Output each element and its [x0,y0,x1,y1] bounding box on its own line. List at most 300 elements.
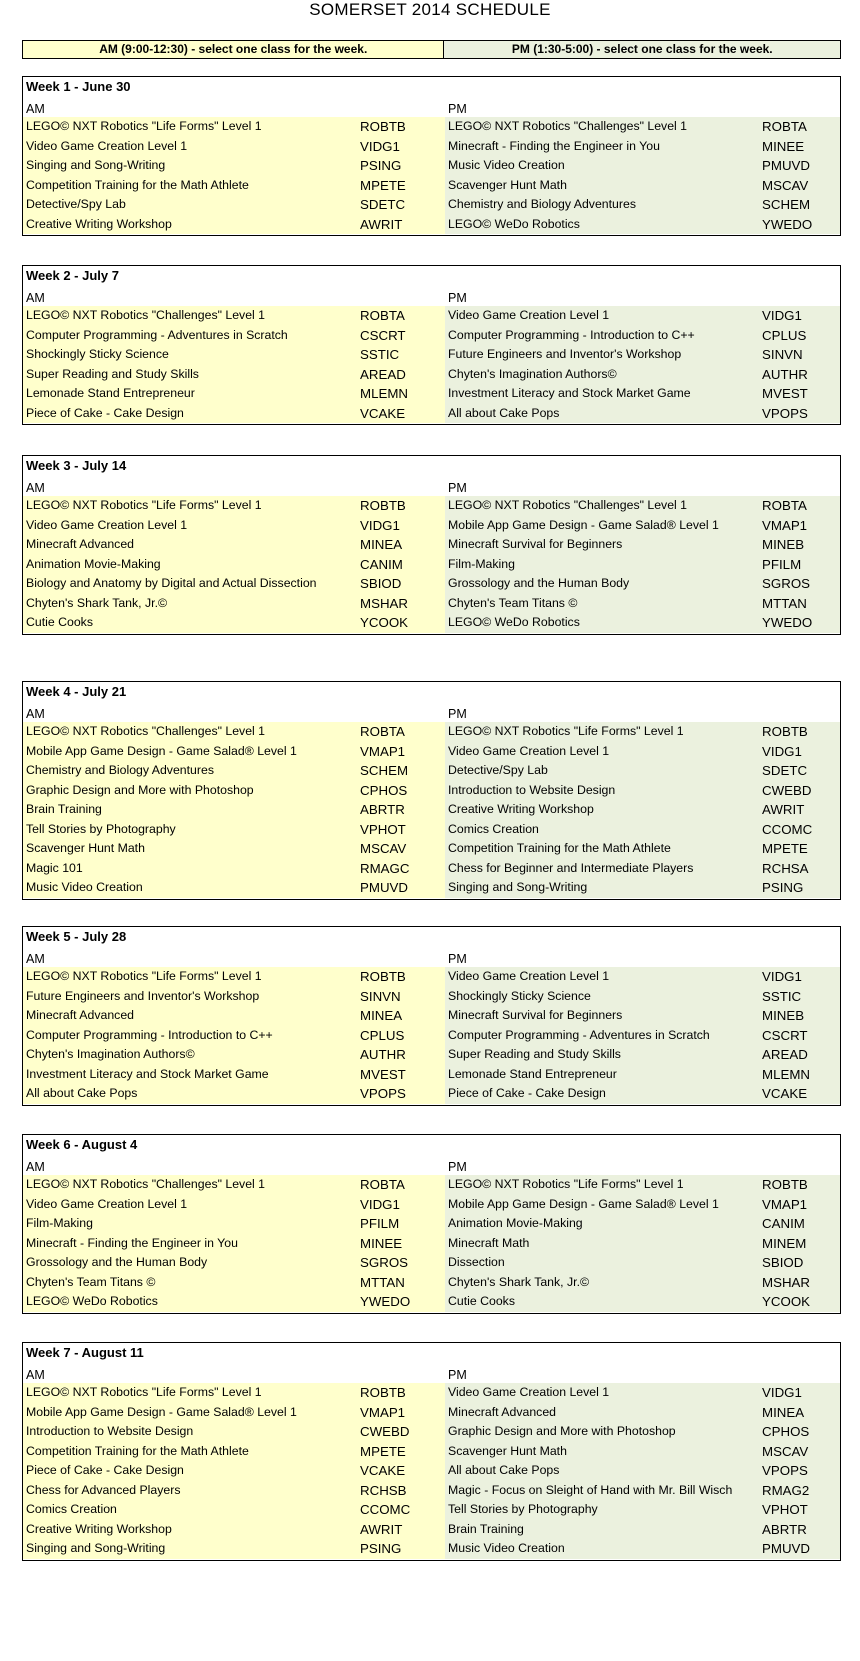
am-class-name: LEGO© NXT Robotics "Challenges" Level 1 [26,308,266,322]
am-class [23,1045,445,1065]
pm-class-name: Music Video Creation [448,1541,565,1555]
class-row [23,1175,840,1195]
am-class-name: Scavenger Hunt Math [26,841,145,855]
pm-class-code: MPETE [762,841,808,856]
pm-class [445,404,841,424]
am-class [23,722,445,742]
week-section [22,1134,841,1314]
pm-class-name: Introduction to Website Design [448,782,616,797]
pm-class-code: MLEMN [762,1066,811,1082]
pm-label: PM [448,1368,467,1382]
pm-class-name: Chemistry and Biology Adventures [448,197,636,211]
am-class-code: ROBTA [360,724,405,739]
am-class [23,742,445,762]
am-class [23,215,445,235]
class-row [23,1234,840,1254]
session-labels [23,286,840,306]
am-class-code: ROBTA [360,1177,405,1192]
pm-class [445,967,841,987]
am-class-name: Piece of Cake - Cake Design [26,405,184,420]
pm-class-code: PMUVD [762,158,811,173]
pm-class-name: Minecraft Survival for Beginners [448,537,623,551]
pm-class-name: Mobile App Game Design - Game Salad® Level 1 [448,1196,719,1211]
am-class [23,859,445,879]
am-class-name: Computer Programming - Introduction to C++ [26,1027,273,1042]
class-row [23,742,840,762]
am-class [23,345,445,365]
class-row [23,306,840,326]
class-row [23,326,840,346]
week-section [22,76,841,236]
am-class-code: PSING [360,158,402,173]
pm-class-name: Shockingly Sticky Science [448,988,591,1003]
pm-class-code: CANIM [762,1216,805,1231]
pm-class [445,1084,841,1104]
am-class-code: MINEA [360,1008,403,1023]
am-class-code: AWRIT [360,1521,403,1537]
pm-class-name: Music Video Creation [448,158,565,172]
pm-class [445,1045,841,1065]
class-row [23,555,840,575]
pm-class-name: Dissection [448,1255,505,1269]
am-class [23,761,445,781]
am-class-name: All about Cake Pops [26,1086,138,1100]
pm-class [445,1026,841,1046]
pm-class [445,1234,841,1254]
am-class-name: Magic 101 [26,860,83,875]
class-row [23,345,840,365]
am-class-code: ROBTA [360,308,405,323]
pm-class [445,384,841,404]
pm-class-code: VCAKE [762,1086,808,1101]
am-class-code: VMAP1 [360,1404,406,1420]
class-row [23,574,840,594]
am-class-code: PFILM [360,1216,400,1231]
pm-class-code: ROBTB [762,1177,808,1192]
session-labels [23,1155,840,1175]
pm-class-name: Lemonade Stand Entrepreneur [448,1066,617,1081]
am-class-name: Computer Programming - Adventures in Scratch [26,327,288,342]
am-class-name: Singing and Song-Writing [26,158,166,172]
pm-class-name: Super Reading and Study Skills [448,1047,621,1061]
am-class-code: SBIOD [360,576,402,591]
class-row [23,1403,840,1423]
pm-class-name: Cutie Cooks [448,1294,515,1308]
pm-label: PM [448,1160,467,1174]
pm-class-code: CPHOS [762,1424,810,1439]
pm-class-name: Video Game Creation Level 1 [448,1385,610,1399]
pm-class [445,878,841,898]
class-row [23,1195,840,1215]
pm-class-code: ABRTR [762,1521,807,1537]
am-class-code: SDETC [360,197,406,212]
pm-class [445,800,841,820]
session-header [22,40,841,59]
am-class-name: Introduction to Website Design [26,1424,194,1438]
session-labels [23,476,840,496]
week-title: Week 5 - July 28 [26,929,127,944]
am-session-header: AM (9:00-12:30) - select one class for the week. [23,41,444,58]
am-class-name: Graphic Design and More with Photoshop [26,782,254,797]
am-class-code: CSCRT [360,327,406,343]
am-class [23,1292,445,1312]
pm-class-code: CSCRT [762,1027,808,1043]
class-row [23,1292,840,1312]
pm-class-name: All about Cake Pops [448,1463,560,1477]
pm-class-code: VIDG1 [762,969,802,984]
am-class-name: LEGO© NXT Robotics "Life Forms" Level 1 [26,498,262,512]
am-class-code: AREAD [360,366,406,382]
pm-class-code: ROBTA [762,498,807,513]
am-class-name: Competition Training for the Math Athlete [26,1443,249,1458]
am-class-code: SSTIC [360,347,400,362]
am-class-code: MPETE [360,1443,406,1459]
am-class [23,176,445,196]
pm-class [445,1292,841,1312]
am-class-code: VIDG1 [360,138,400,154]
am-class-name: Film-Making [26,1216,93,1230]
class-row [23,820,840,840]
pm-class-name: Video Game Creation Level 1 [448,743,610,758]
pm-class-code: MTTAN [762,595,807,611]
week-title: Week 2 - July 7 [26,268,119,283]
am-class-code: YWEDO [360,1294,411,1309]
pm-class-code: AUTHR [762,366,808,382]
am-class-code: MSHAR [360,595,409,611]
pm-class [445,1500,841,1520]
pm-label: PM [448,481,467,495]
am-class-name: Brain Training [26,802,102,816]
pm-label: PM [448,291,467,305]
am-class [23,137,445,157]
pm-class-code: YCOOK [762,1294,811,1309]
pm-class-code: MSHAR [762,1274,811,1290]
am-class [23,1026,445,1046]
am-class-name: Competition Training for the Math Athlete [26,177,249,192]
pm-class-name: LEGO© NXT Robotics "Life Forms" Level 1 [448,724,684,738]
week-section [22,681,841,900]
pm-class-name: Brain Training [448,1521,524,1536]
am-class [23,1481,445,1501]
am-class-code: MTTAN [360,1274,405,1290]
pm-class [445,156,841,176]
pm-class-name: Scavenger Hunt Math [448,177,567,192]
class-row [23,1273,840,1293]
am-class-name: Biology and Anatomy by Digital and Actual Dissection [26,576,317,590]
am-class-name: Lemonade Stand Entrepreneur [26,386,195,400]
class-row [23,1442,840,1462]
pm-class-name: Mobile App Game Design - Game Salad® Level 1 [448,517,719,532]
pm-class-code: VPOPS [762,1463,808,1478]
am-class-code: ROBTB [360,1385,406,1400]
pm-class-code: MINEB [762,1008,805,1023]
am-class [23,384,445,404]
class-row [23,859,840,879]
am-class-name: Shockingly Sticky Science [26,347,169,361]
am-class-name: Video Game Creation Level 1 [26,1196,188,1211]
am-class [23,1461,445,1481]
am-class [23,306,445,326]
am-label: AM [26,102,45,116]
session-labels [23,947,840,967]
pm-class-code: YWEDO [762,615,813,630]
am-class-code: SGROS [360,1255,409,1270]
pm-class-name: Minecraft Math [448,1235,530,1250]
class-row [23,535,840,555]
pm-class [445,722,841,742]
am-class [23,535,445,555]
pm-class [445,516,841,536]
am-class-name: Minecraft - Finding the Engineer in You [26,1235,238,1250]
pm-class-name: Tell Stories by Photography [448,1502,598,1516]
am-class-name: Video Game Creation Level 1 [26,138,188,153]
pm-class-code: AREAD [762,1047,808,1062]
class-row [23,215,840,235]
am-class-name: Tell Stories by Photography [26,821,176,836]
am-class-code: VPHOT [360,821,406,837]
am-class [23,781,445,801]
pm-class-code: VIDG1 [762,308,802,323]
pm-class-code: VMAP1 [762,517,808,533]
pm-class [445,987,841,1007]
pm-class [445,594,841,614]
am-class-name: Detective/Spy Lab [26,197,126,211]
pm-class-name: Minecraft - Finding the Engineer in You [448,138,660,153]
am-class-name: LEGO© WeDo Robotics [26,1294,158,1308]
am-label: AM [26,707,45,721]
am-class-code: MLEMN [360,386,409,401]
pm-class [445,345,841,365]
am-class-name: Video Game Creation Level 1 [26,517,188,532]
am-class [23,1539,445,1559]
pm-class-name: Singing and Song-Writing [448,880,588,894]
pm-class-name: Animation Movie-Making [448,1216,583,1230]
am-class-name: Mobile App Game Design - Game Salad® Level 1 [26,743,297,758]
class-row [23,1500,840,1520]
pm-class-code: RMAG2 [762,1482,810,1498]
pm-class [445,496,841,516]
pm-session-header: PM (1:30-5:00) - select one class for the week. [444,41,840,58]
pm-class-code: VPHOT [762,1502,808,1517]
pm-class-code: AWRIT [762,802,805,817]
am-class-code: VCAKE [360,405,406,421]
pm-class [445,326,841,346]
am-class [23,195,445,215]
pm-class [445,306,841,326]
pm-class-code: SSTIC [762,988,802,1004]
am-class [23,1520,445,1540]
pm-class-name: Graphic Design and More with Photoshop [448,1424,676,1438]
class-row [23,878,840,898]
am-class-code: AUTHR [360,1047,406,1062]
am-class-code: VPOPS [360,1086,406,1101]
am-class [23,1403,445,1423]
class-row [23,156,840,176]
am-class-name: LEGO© NXT Robotics "Life Forms" Level 1 [26,969,262,983]
am-class-code: ROBTB [360,119,406,134]
pm-class [445,574,841,594]
class-row [23,1253,840,1273]
am-class [23,1175,445,1195]
am-class [23,820,445,840]
pm-class-name: LEGO© NXT Robotics "Challenges" Level 1 [448,119,688,133]
am-class [23,987,445,1007]
pm-class-code: CCOMC [762,821,813,837]
pm-class-name: Minecraft Survival for Beginners [448,1008,623,1022]
am-class-code: MINEA [360,537,403,552]
pm-class-name: LEGO© NXT Robotics "Life Forms" Level 1 [448,1177,684,1191]
pm-class-name: Competition Training for the Math Athlete [448,841,671,855]
pm-class [445,781,841,801]
pm-class-name: Chyten's Imagination Authors© [448,366,617,381]
pm-class [445,1442,841,1462]
week-section [22,455,841,635]
am-class [23,516,445,536]
am-class-name: Creative Writing Workshop [26,216,172,231]
pm-class-name: Detective/Spy Lab [448,763,548,777]
pm-class [445,859,841,879]
am-class-name: Investment Literacy and Stock Market Game [26,1066,269,1081]
am-class-code: AWRIT [360,216,403,232]
am-class-code: SINVN [360,988,401,1004]
am-class-name: Comics Creation [26,1502,117,1516]
pm-class [445,1175,841,1195]
am-class [23,967,445,987]
am-class-code: ABRTR [360,802,405,817]
pm-class [445,215,841,235]
week-title: Week 7 - August 11 [26,1345,144,1360]
am-class-name: Grossology and the Human Body [26,1255,208,1269]
pm-class-name: Film-Making [448,556,515,571]
pm-class [445,761,841,781]
am-class [23,613,445,633]
pm-class-name: Video Game Creation Level 1 [448,308,610,322]
am-class-code: PSING [360,1541,402,1556]
pm-class-code: PFILM [762,556,802,572]
class-row [23,1026,840,1046]
class-row [23,594,840,614]
class-row [23,1383,840,1403]
am-class [23,1253,445,1273]
pm-class-code: MINEB [762,537,805,552]
am-label: AM [26,481,45,495]
pm-class-code: CWEBD [762,782,812,798]
pm-class-code: ROBTB [762,724,808,739]
pm-class-name: Creative Writing Workshop [448,802,594,816]
am-class [23,117,445,137]
class-row [23,496,840,516]
am-class-code: RMAGC [360,860,410,876]
am-class-name: Chemistry and Biology Adventures [26,763,214,777]
class-row [23,1045,840,1065]
pm-class-code: VIDG1 [762,743,802,759]
am-class-code: VCAKE [360,1463,406,1478]
pm-class [445,137,841,157]
am-class-code: YCOOK [360,615,409,630]
am-class-code: MVEST [360,1066,406,1082]
am-class-name: Minecraft Advanced [26,1008,134,1022]
week-section [22,1342,841,1561]
am-class [23,878,445,898]
pm-class-name: Video Game Creation Level 1 [448,969,610,983]
class-row [23,761,840,781]
am-class [23,1442,445,1462]
am-class [23,1234,445,1254]
pm-class-code: SGROS [762,576,811,591]
pm-class-name: Chyten's Team Titans © [448,595,578,610]
pm-class-code: PSING [762,880,804,895]
pm-class [445,1481,841,1501]
am-class-code: CPHOS [360,782,408,798]
week-section [22,926,841,1106]
am-class-name: LEGO© NXT Robotics "Life Forms" Level 1 [26,119,262,133]
pm-class-code: SINVN [762,347,803,362]
am-class-code: VMAP1 [360,743,406,759]
session-labels [23,1363,840,1383]
class-row [23,781,840,801]
am-class-name: Music Video Creation [26,880,143,894]
pm-class-name: LEGO© WeDo Robotics [448,615,580,629]
pm-class-code: MINEA [762,1404,805,1420]
pm-class-name: Future Engineers and Inventor's Workshop [448,347,682,361]
week-title: Week 4 - July 21 [26,684,127,699]
pm-class-name: LEGO© WeDo Robotics [448,216,580,231]
am-class-code: MPETE [360,177,406,193]
am-class [23,1065,445,1085]
class-row [23,1422,840,1442]
week-section [22,265,841,425]
am-class-name: LEGO© NXT Robotics "Life Forms" Level 1 [26,1385,262,1399]
pm-class-name: Computer Programming - Adventures in Scratch [448,1027,710,1042]
pm-class-code: MVEST [762,386,808,401]
class-row [23,365,840,385]
pm-class [445,839,841,859]
pm-class-code: VMAP1 [762,1196,808,1212]
am-class [23,594,445,614]
am-class-name: Chyten's Team Titans © [26,1274,156,1289]
pm-class-code: YWEDO [762,216,813,232]
pm-class [445,1253,841,1273]
am-class-name: Super Reading and Study Skills [26,366,199,381]
pm-class-code: MINEM [762,1235,807,1251]
pm-class-code: MSCAV [762,1443,809,1459]
pm-class-name: Piece of Cake - Cake Design [448,1086,606,1100]
am-class [23,800,445,820]
pm-class [445,195,841,215]
page-title: SOMERSET 2014 SCHEDULE [309,0,551,19]
pm-label: PM [448,102,467,116]
am-class [23,1006,445,1026]
week-title: Week 6 - August 4 [26,1137,138,1152]
am-class-name: Singing and Song-Writing [26,1541,166,1555]
class-row [23,384,840,404]
pm-class-name: LEGO© NXT Robotics "Challenges" Level 1 [448,498,688,512]
am-class-name: Chyten's Imagination Authors© [26,1047,195,1061]
am-class-name: Creative Writing Workshop [26,1521,172,1536]
pm-class-code: SBIOD [762,1255,804,1270]
am-class-code: CWEBD [360,1424,410,1439]
pm-class-code: MSCAV [762,177,809,193]
pm-class-code: SCHEM [762,197,811,212]
am-class-code: ROBTB [360,969,406,984]
class-row [23,967,840,987]
pm-class [445,613,841,633]
session-labels [23,702,840,722]
am-class-code: MSCAV [360,841,407,856]
class-row [23,1520,840,1540]
pm-class [445,117,841,137]
pm-class [445,535,841,555]
